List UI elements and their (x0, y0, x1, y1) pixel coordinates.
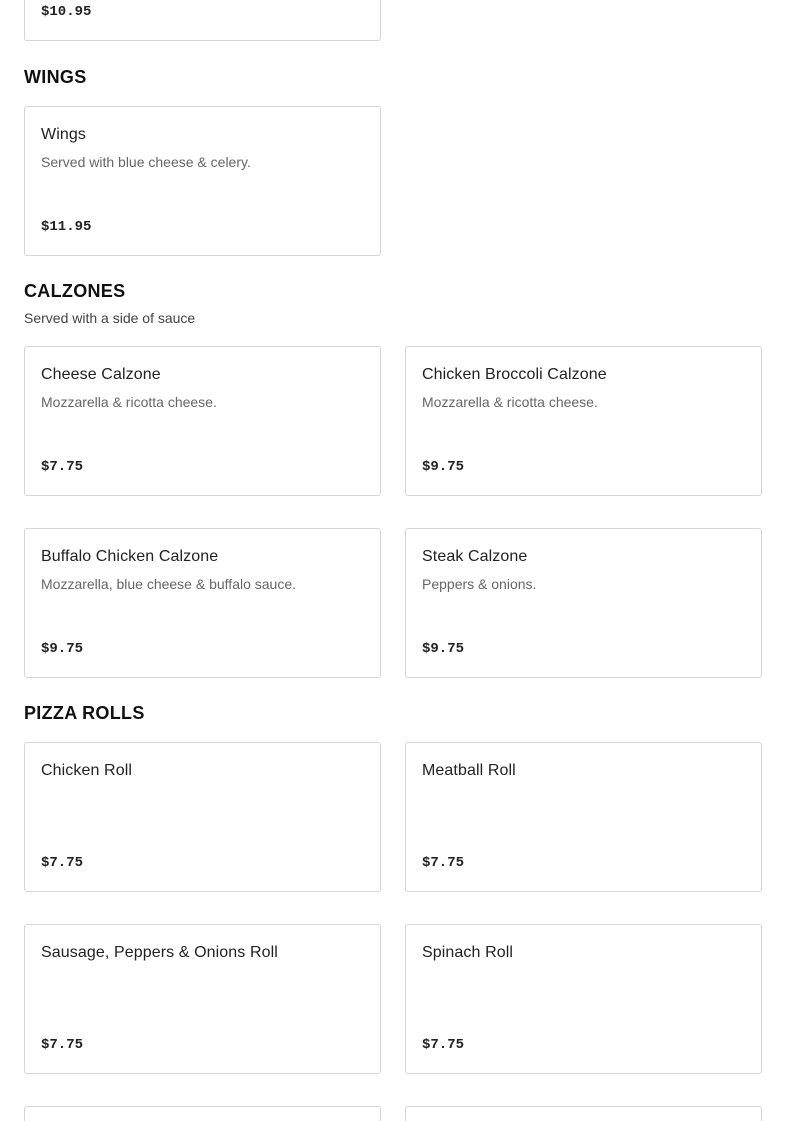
item-price: $7.75 (41, 855, 84, 871)
item-price: $9.75 (422, 641, 465, 657)
menu-item-card[interactable] (24, 0, 381, 41)
item-description: Mozzarella, blue cheese & buffalo sauce. (41, 576, 297, 592)
menu-item-wings[interactable] (24, 106, 381, 256)
menu-item-cheese-calzone[interactable] (24, 346, 381, 496)
item-price: $7.75 (41, 459, 84, 475)
item-name: Meatball Roll (422, 762, 516, 779)
menu-item-meatball-roll[interactable] (405, 742, 762, 892)
item-price: $10.95 (41, 4, 92, 20)
menu-item-card[interactable] (405, 1106, 762, 1121)
menu-item-steak-calzone[interactable] (405, 528, 762, 678)
item-price: $9.75 (422, 459, 465, 475)
item-name: Buffalo Chicken Calzone (41, 548, 219, 565)
menu-item-sausage-peppers-onions-roll[interactable] (24, 924, 381, 1074)
menu-item-chicken-roll[interactable] (24, 742, 381, 892)
item-name: Wings (41, 126, 86, 143)
item-name: Sausage, Peppers & Onions Roll (41, 944, 278, 961)
item-price: $11.95 (41, 219, 92, 235)
menu-item-buffalo-chicken-calzone[interactable] (24, 528, 381, 678)
item-description: Served with blue cheese & celery. (41, 154, 251, 170)
item-price: $7.75 (422, 1037, 465, 1053)
menu-item-card[interactable] (24, 1106, 381, 1121)
item-name: Chicken Broccoli Calzone (422, 366, 607, 383)
item-price: $7.75 (41, 1037, 84, 1053)
item-description: Peppers & onions. (422, 576, 537, 592)
item-name: Steak Calzone (422, 548, 528, 565)
section-title-wings: WINGS (24, 67, 87, 87)
item-price: $9.75 (41, 641, 84, 657)
item-price: $7.75 (422, 855, 465, 871)
item-name: Spinach Roll (422, 944, 514, 961)
section-title-calzones: CALZONES (24, 281, 126, 301)
menu-item-chicken-broccoli-calzone[interactable] (405, 346, 762, 496)
section-title-pizza-rolls: PIZZA ROLLS (24, 703, 145, 723)
item-description: Mozzarella & ricotta cheese. (41, 394, 217, 410)
item-description: Mozzarella & ricotta cheese. (422, 394, 598, 410)
menu-item-spinach-roll[interactable] (405, 924, 762, 1074)
item-name: Cheese Calzone (41, 366, 161, 383)
section-subtitle-calzones: Served with a side of sauce (24, 310, 196, 326)
item-name: Chicken Roll (41, 762, 133, 779)
